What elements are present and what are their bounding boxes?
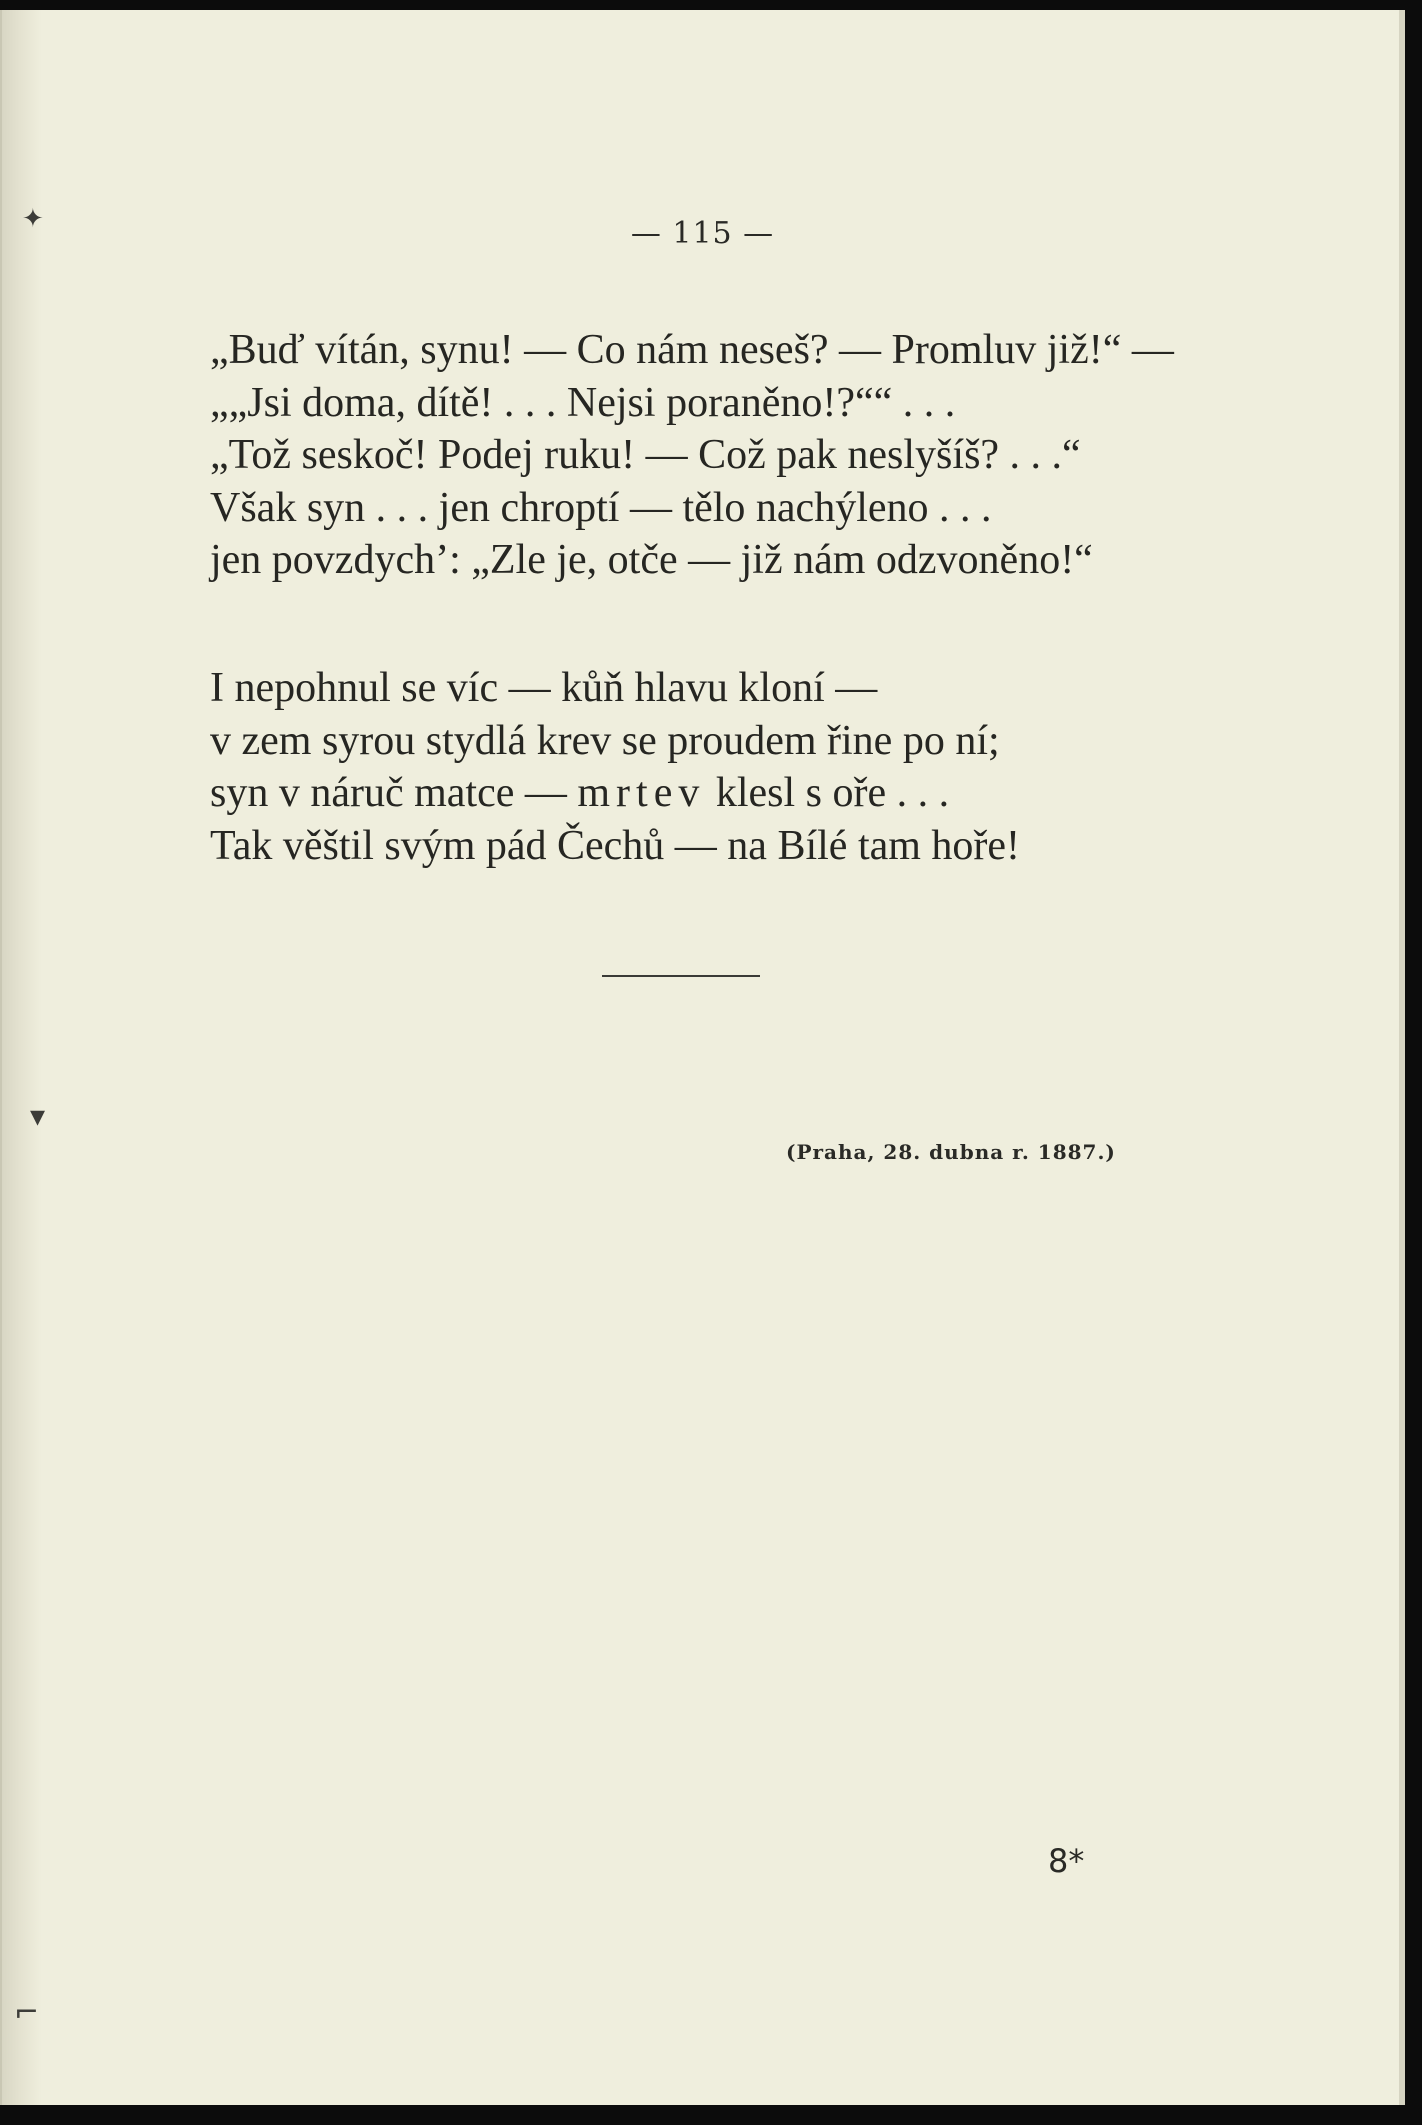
verse-line: Však syn . . . jen chroptí — tělo nachýleno . . . [210,484,992,531]
poem-stanza [210,662,1170,872]
page-spine-shadow [0,10,42,2105]
verse-line: „„Jsi doma, dítě! . . . Nejsi poraněno!?““ . . . [210,379,956,426]
page-edge [1399,10,1405,2105]
verse-line: „Tož seskoč! Podej ruku! — Což pak neslyšíš? . . .“ [210,432,1081,478]
dateline: (Praha, 28. dubna r. 1887.) [786,1140,1116,1164]
poem-stanza [210,324,1174,587]
verse-line: v zem syrou stydlá krev se proudem řine po ní; [210,717,1000,764]
verse-line: Tak věštil svým pád Čechů — na Bílé tam hoře! [210,822,1021,869]
verse-line: I nepohnul se víc — kůň hlavu kloní — [210,665,878,711]
verse-line: „Buď vítán, synu! — Co nám neseš? — Promluv již!“ — [210,327,1174,373]
book-page-scan [0,10,1405,2105]
verse-line-start: syn v náruč matce — [210,770,578,816]
closing-rule [602,975,760,977]
binding-thread-mark: ▾ [30,1099,46,1134]
binding-thread-mark: ⌐ [14,1995,40,2030]
page-number: — 115 — [630,216,775,251]
verse-line-end: klesl s oře . . . [705,770,950,816]
emphasized-word: mrtev [577,770,706,816]
verse-line: jen povzdych’: „Zle je, otče — již nám odzvoněno!“ [210,537,1093,583]
signature-mark: 8* [1048,1842,1085,1880]
binding-thread-mark: ✦ [22,204,44,234]
verse-line [210,767,1170,820]
